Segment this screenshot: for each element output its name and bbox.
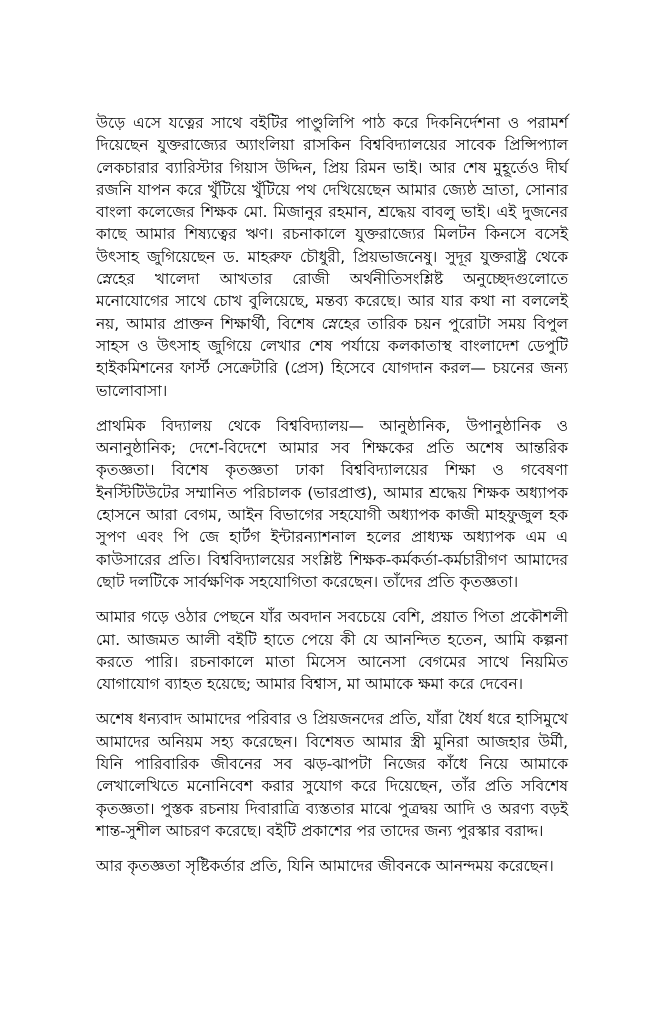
paragraph-1: উড়ে এসে যত্নের সাথে বইটির পাণ্ডুলিপি পাঠ করে দিকনির্দেশনা ও পরামর্শ দিয়েছেন যুক্তরাজ্যের অ্যাংলিয়া রাসকিন বিশ্ববিদ্যালয়ের সাবেক প্রিন্সিপ্যাল লেকচারার ব্যারিস্টার গিয়াস উদ্দিন, প্রিয় রিমন ভাই। আর শেষ মুহূর্তেও দীর্ঘ রজনি যাপন করে খুঁটিয়ে খুঁটিয়ে পথ দেখিয়েছেন আমার জ্যেষ্ঠ ভ্রাতা, সোনার বাংলা কলেজের শিক্ষক মো. মিজানুর রহমান, শ্রদ্ধেয় বাবলু ভাই। এই দুজনের কাছে আমার শিষ্যত্বের ঋণ। রচনাকালে যুক্তরাজ্যের মিলটন কিনসে বসেই উৎসাহ জুগিয়েছেন ড. মাহরুফ চৌধুরী, প্রিয়ভাজনেষু। সুদূর যুক্তরাষ্ট্র থেকে স্নেহের খালেদা আখতার রোজী অর্থনীতিসংশ্লিষ্ট অনুচ্ছেদগুলোতে মনোযোগের সাথে চোখ বুলিয়েছে, মন্তব্য করেছে। আর যার কথা না বললেই নয়, আমার প্রাক্তন শিক্ষার্থী, বিশেষ স্নেহের তারিক চয়ন পুরোটা সময় বিপুল সাহস ও উৎসাহ জুগিয়ে লেখার শেষ পর্যায়ে কলকাতাস্থ বাংলাদেশ ডেপুটি হাইকমিশনের ফার্স্ট সেক্রেটারি (প্রেস) হিসেবে যোগদান করল— চয়নের জন্য ভালোবাসা। <box>96 114 568 400</box>
paragraph-4: অশেষ ধন্যবাদ আমাদের পরিবার ও প্রিয়জনদের প্রতি, যাঁরা ধৈর্য ধরে হাসিমুখে আমাদের অনিয়ম সহ্য করেছেন। বিশেষত আমার স্ত্রী মুনিরা আজহার উর্মী, যিনি পারিবারিক জীবনের সব ঝড়-ঝাপটা নিজের কাঁধে নিয়ে আমাকে লেখালেখিতে মনোনিবেশ করার সুযোগ করে দিয়েছেন, তাঁর প্রতি সবিশেষ কৃতজ্ঞতা। পুস্তক রচনায় দিবারাত্রি ব্যস্ততার মাঝে পুত্রদ্বয় আদি ও অরণ্য বড়ই শান্ত-সুশীল আচরণ করেছে। বইটি প্রকাশের পর তাদের জন্য পুরস্কার বরাদ্দ। <box>96 710 568 840</box>
paragraph-3: আমার গড়ে ওঠার পেছনে যাঁর অবদান সবচেয়ে বেশি, প্রয়াত পিতা প্রকৌশলী মো. আজমত আলী বইটি হাতে পেয়ে কী যে আনন্দিত হতেন, আমি কল্পনা করতে পারি। রচনাকালে মাতা মিসেস আনেসা বেগমের সাথে নিয়মিত যোগাযোগ ব্যাহত হয়েছে; আমার বিশ্বাস, মা আমাকে ক্ষমা করে দেবেন। <box>96 608 568 694</box>
body-text-block <box>96 112 568 878</box>
paragraph-5: আর কৃতজ্ঞতা সৃষ্টিকর্তার প্রতি, যিনি আমাদের জীবনকে আনন্দময় করেছেন। <box>96 857 554 876</box>
paragraph-2: প্রাথমিক বিদ্যালয় থেকে বিশ্ববিদ্যালয়— আনুষ্ঠানিক, উপানুষ্ঠানিক ও অনানুষ্ঠানিক; দেশে-বিদেশে আমার সব শিক্ষকের প্রতি অশেষ আন্তরিক কৃতজ্ঞতা। বিশেষ কৃতজ্ঞতা ঢাকা বিশ্ববিদ্যালয়ের শিক্ষা ও গবেষণা ইনস্টিটিউটের সম্মানিত পরিচালক (ভারপ্রাপ্ত), আমার শ্রদ্ধেয় শিক্ষক অধ্যাপক হোসনে আরা বেগম, আইন বিভাগের সহযোগী অধ্যাপক কাজী মাহফুজুল হক সুপণ এবং পি জে হার্টগ ইন্টারন্যাশনাল হলের প্রাধ্যক্ষ অধ্যাপক এম এ কাউসারের প্রতি। বিশ্ববিদ্যালয়ের সংশ্লিষ্ট শিক্ষক-কর্মকর্তা-কর্মচারীগণ আমাদের ছোট দলটিকে সার্বক্ষণিক সহযোগিতা করেছেন। তাঁদের প্রতি কৃতজ্ঞতা। <box>96 416 568 591</box>
